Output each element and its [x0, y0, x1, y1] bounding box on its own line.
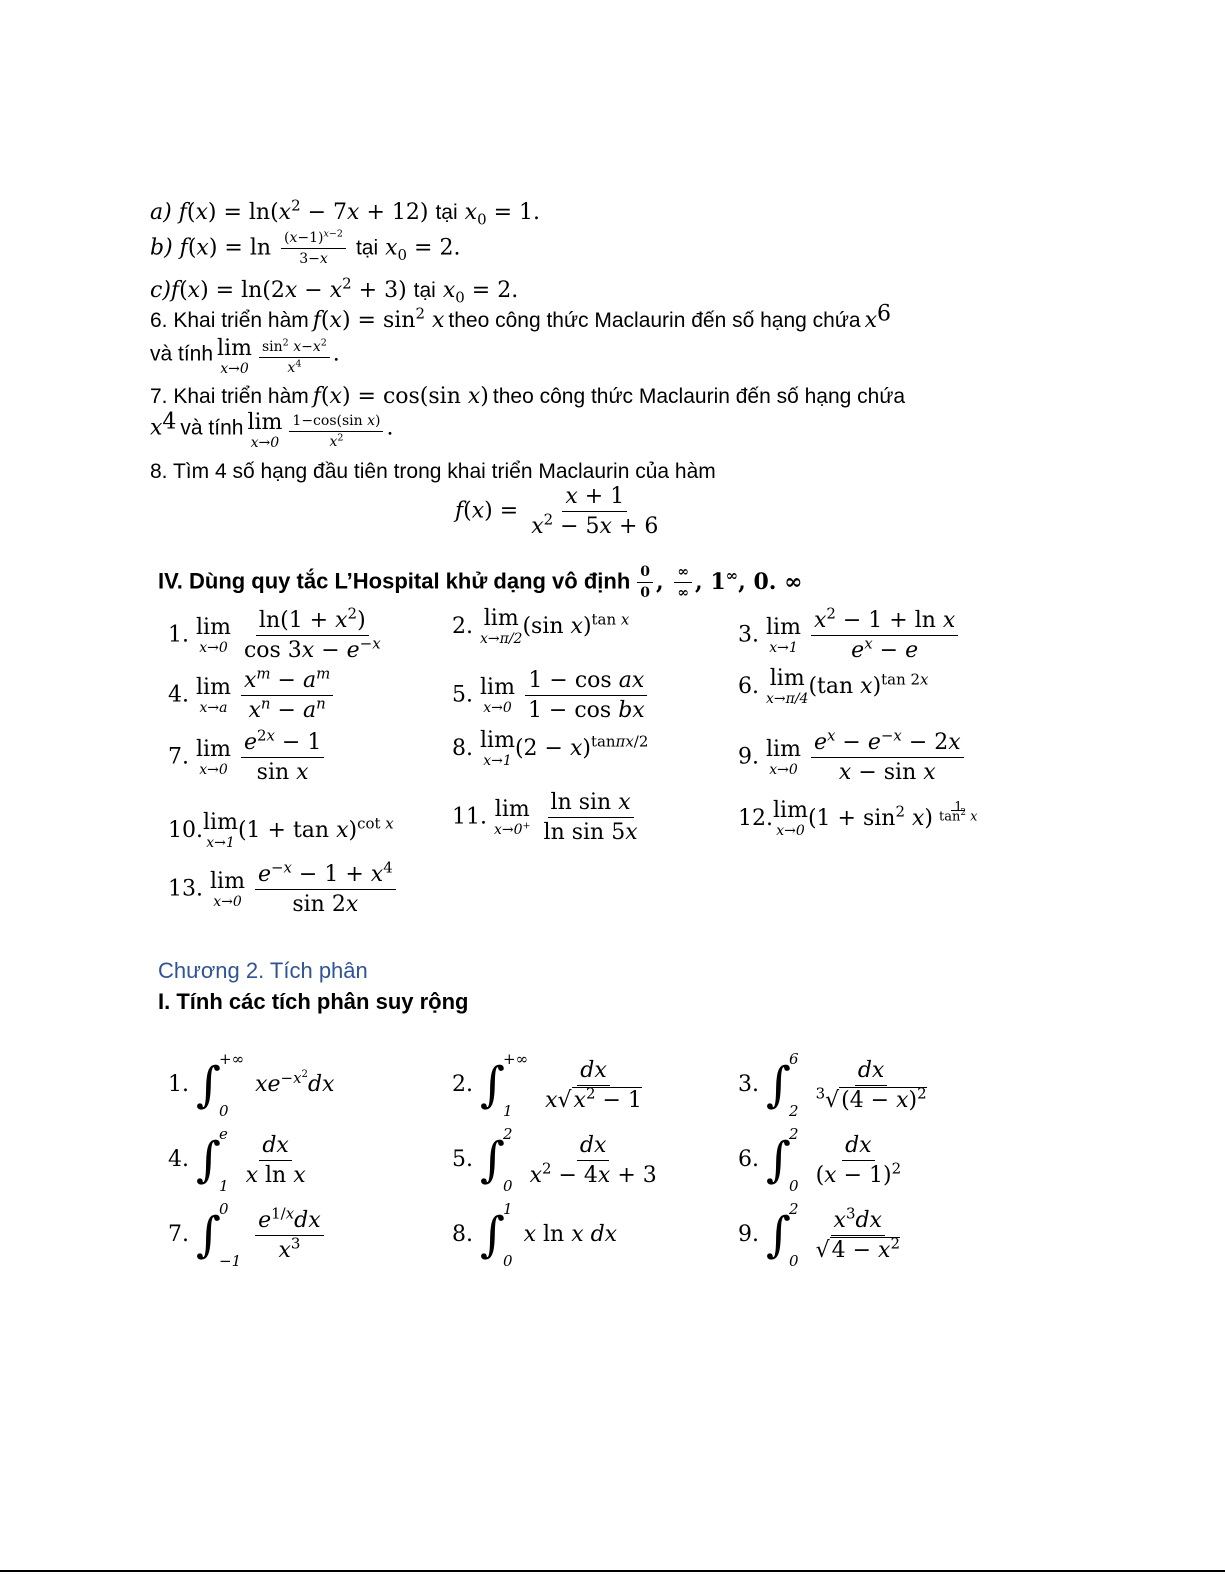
- item-a: a) $f(x) = \ln(x^2 - 7x + 12)$ tại $x_0 = 1$.: [150, 196, 540, 229]
- limit-7: 7. lim x→0 $\frac{e^{2x} - 1}{\text{sin x}}$: [168, 730, 327, 785]
- limit-11: 11. lim x→0+ $\frac{\text{ln sin x}}{\text{ln sin 5x}}$: [452, 790, 638, 845]
- limit-1-number: 1.: [168, 622, 189, 648]
- chapter-title: Chương 2. Tích phân: [158, 958, 368, 983]
- limit-7-number: 7.: [168, 744, 189, 770]
- limit-5-number: 5.: [452, 682, 473, 708]
- problem-8: 8. Tìm 4 số hạng đầu tiên trong khai triển Maclaurin của hàm: [150, 460, 716, 483]
- problem-6-prefix: 6. Khai triển hàm: [150, 309, 309, 332]
- item-b-word: tại: [355, 236, 379, 260]
- integral-2-number: 2.: [452, 1072, 473, 1097]
- section-iv-heading: IV. Dùng quy tắc L’Hospital khử dạng vô định $\frac{0}{0}$ , $\frac{\infty}{\infty}$ , 1∞, 0. ∞: [158, 564, 803, 601]
- problem-7-prefix: 7. Khai triển hàm: [150, 385, 309, 408]
- limit-5: 5. lim x→0 $\frac{\text{1 − cos ax}}{\text{1 − cos bx}}$: [452, 668, 651, 723]
- limit-4: 4. lim x→a $\frac{x^m - a^m}{x^n - a^n}$: [168, 668, 336, 723]
- limit-8-number: 8.: [452, 736, 473, 761]
- limit-12-number: 12.: [738, 806, 773, 831]
- integral-8-number: 8.: [452, 1222, 473, 1247]
- integral-6-number: 6.: [738, 1147, 759, 1172]
- limit-2: 2. lim x→π/2 (sin x)$^{tan x}$: [452, 606, 630, 647]
- limit-6-number: 6.: [738, 674, 759, 699]
- limit-9: 9. lim x→0 $\frac{e^x - e^{-x} - 2x}{\text{x − sin x}}$: [738, 730, 967, 785]
- integral-9: 9. ∫ 2 0 $\frac{x^3dx}{√4 - x^2}$: [738, 1200, 900, 1270]
- integral-9-number: 9.: [738, 1222, 759, 1247]
- item-c: $c)f(x) = \ln(2x - x^2 + 3)$ tại $x_0 = 2$.: [150, 274, 519, 307]
- section-iv-title: IV. Dùng quy tắc L’Hospital khử dạng vô định: [158, 568, 631, 594]
- limit-2-number: 2.: [452, 614, 473, 639]
- integral-6: 6. ∫ 2 0 $\frac{dx}{(x - 1)^2}$: [738, 1125, 902, 1195]
- integral-4: 4. ∫ e 1 $\frac{dx}{\text{x ln x}}$: [168, 1125, 306, 1195]
- limit-1: 1. lim x→0 $\frac{\ln(1 + x^2)}{\cos 3x - e^{-x}}$: [168, 604, 381, 663]
- limit-10: 10. lim x→1 $(1 + \tan x)^{cot x}$: [168, 810, 394, 851]
- integral-2: 2. ∫ +∞ 1 $\frac{dx}{x√x^2 - 1}$: [452, 1050, 642, 1120]
- problem-6-line2: và tính lim x→0 $\frac{\sin^2 x-x^2}{x^4}$ .: [150, 336, 340, 377]
- item-a-word: tại: [435, 201, 458, 224]
- limit-9-number: 9.: [738, 744, 759, 770]
- limit-13-number: 13.: [168, 876, 203, 902]
- integral-7-number: 7.: [168, 1222, 189, 1247]
- item-c-label: c): [150, 278, 171, 303]
- item-b: b) f(x) = ln $\frac{(x-1)^{x-2}}{3-x}$ tại $x_0 = 2$.: [150, 228, 461, 267]
- limit-4-number: 4.: [168, 682, 189, 708]
- limit-8: 8. lim x→1 $(2 - x)^{tan\pi x/2}$: [452, 728, 649, 769]
- integral-1: 1. ∫ +∞ 0 $xe^{-x^2}dx$: [168, 1050, 335, 1120]
- limit-3-number: 3.: [738, 622, 759, 648]
- limit-3: 3. lim x→1 $\frac{x^2 - 1 + \ln x}{e^x - e}$: [738, 608, 961, 663]
- problem-6-mid: theo công thức Maclaurin đến số hạng chứa: [448, 309, 861, 332]
- section-i-title: I. Tính các tích phân suy rộng: [158, 989, 469, 1014]
- integral-8: 8. ∫ 1 0 x ln x dx: [452, 1200, 618, 1270]
- integral-5: 5. ∫ 2 0 $\frac{dx}{x^2 - 4x + 3}$: [452, 1125, 657, 1195]
- integral-1-number: 1.: [168, 1072, 189, 1097]
- problem-6-line2-prefix: và tính: [150, 342, 214, 366]
- page-bottom-rule: [0, 1570, 1225, 1572]
- limit-10-number: 10.: [168, 818, 203, 843]
- problem-7-line2: $x^4$ và tính lim x→0 $\frac{\text{1−cos(sin x)}}{x^2}$ .: [150, 409, 394, 451]
- problem-7-line2-mid: và tính: [180, 416, 244, 440]
- integral-3-number: 3.: [738, 1072, 759, 1097]
- item-a-label: a): [150, 200, 172, 225]
- limit-13: 13. lim x→0 $\frac{e^{-x} - 1 + x^4}{\sin 2x}$: [168, 862, 399, 917]
- integral-4-number: 4.: [168, 1147, 189, 1172]
- problem-7: 7. Khai triển hàm f(x) = cos(sin x) theo công thức Maclaurin đến số hạng chứa: [150, 384, 906, 409]
- item-b-label: b): [150, 235, 173, 261]
- limit-11-number: 11.: [452, 804, 487, 830]
- integral-5-number: 5.: [452, 1147, 473, 1172]
- limit-6: 6. lim x→π/4 (tan x)$^{tan 2x}$: [738, 666, 929, 707]
- problem-7-mid: theo công thức Maclaurin đến số hạng chứa: [492, 385, 906, 408]
- limit-12: 12. lim x→0 $(1 + \sin^2 x)$ $^{\frac{1}{\tan^2 x}}$: [738, 798, 978, 839]
- item-c-word: tại: [413, 279, 436, 302]
- problem-6: 6. Khai triển hàm $f(x) = \sin^2 x$ theo công thức Maclaurin đến số hạng chứa $x^6$: [150, 301, 892, 333]
- problem-8-formula: f(x) = $\frac{x + 1}{x^2 - 5x + 6}$: [455, 484, 659, 539]
- integral-3: 3. ∫ 6 2 $\frac{dx}{^3√(4 - x)^2}$: [738, 1050, 927, 1120]
- integral-7: 7. ∫ 0 −1 $\frac{e^{1/x}dx}{x^3}$: [168, 1200, 327, 1270]
